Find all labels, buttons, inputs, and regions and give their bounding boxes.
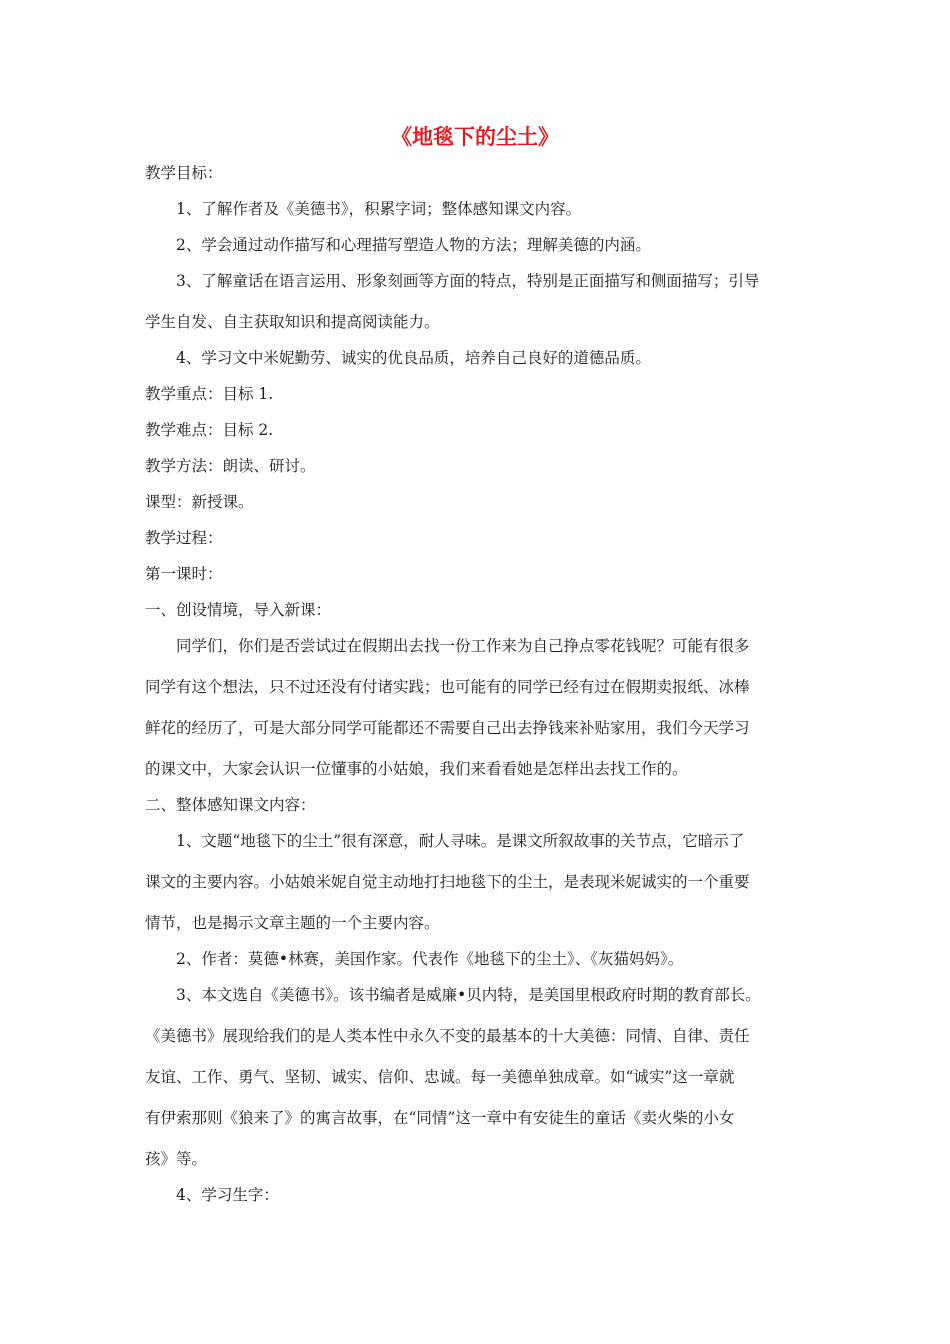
text-line-item-4: 4、学习生字：: [176, 1186, 279, 1204]
text-line-item-2: 2、作者：莫德•林赛，美国作家。代表作《地毯下的尘土》、《灰猫妈妈》。: [176, 950, 684, 968]
text-line-intro-2: 同学有这个想法，只不过还没有付诸实践；也可能有的同学已经有过在假期卖报纸、冰棒: [145, 678, 750, 696]
section-heading-2: 二、整体感知课文内容：: [145, 796, 316, 814]
text-line-lesson-type: 课型：新授课。: [145, 493, 254, 511]
text-line-method: 教学方法：朗读、研讨。: [145, 457, 316, 475]
text-line-process: 教学过程：: [145, 529, 223, 547]
text-line-goal-3-cont: 学生自发、自主获取知识和提高阅读能力。: [145, 313, 440, 331]
text-line-difficulty: 教学难点：目标 2.: [145, 421, 274, 439]
text-line-item-3-cont-1: 《美德书》展现给我们的是人类本性中永久不变的最基本的十大美德：同情、自律、责任: [145, 1027, 750, 1045]
text-line-item-1-cont-2: 情节，也是揭示文章主题的一个主要内容。: [145, 914, 440, 932]
text-line-teaching-goals: 教学目标：: [145, 164, 223, 182]
text-line-goal-1: 1、了解作者及《美德书》，积累字词；整体感知课文内容。: [176, 200, 582, 218]
text-line-goal-3: 3、了解童话在语言运用、形象刻画等方面的特点，特别是正面描写和侧面描写；引导: [176, 272, 760, 290]
text-line-item-3-cont-3: 有伊索那则《狼来了》的寓言故事，在“同情”这一章中有安徒生的童话《卖火柴的小女: [145, 1109, 735, 1127]
text-line-goal-4: 4、学习文中米妮勤劳、诚实的优良品质，培养自己良好的道德品质。: [176, 349, 651, 367]
text-line-key-point: 教学重点：目标 1.: [145, 385, 274, 403]
text-line-item-1-cont-1: 课文的主要内容。小姑娘米妮自觉主动地打扫地毯下的尘土，是表现米妮诚实的一个重要: [145, 873, 750, 891]
text-line-intro-3: 鲜花的经历了，可是大部分同学可能都还不需要自己出去挣钱来补贴家用，我们今天学习: [145, 719, 750, 737]
section-heading-1: 一、创设情境，导入新课：: [145, 601, 332, 619]
text-line-intro-4: 的课文中，大家会认识一位懂事的小姑娘，我们来看看她是怎样出去找工作的。: [145, 760, 688, 778]
document-title: 《地毯下的尘土》: [391, 125, 559, 149]
text-line-intro-1: 同学们，你们是否尝试过在假期出去找一份工作来为自己挣点零花钱呢？可能有很多: [176, 637, 750, 655]
text-line-first-period: 第一课时：: [145, 565, 223, 583]
text-line-item-1: 1、文题“地毯下的尘土”很有深意，耐人寻味。是课文所叙故事的关节点，它暗示了: [176, 832, 745, 850]
text-line-item-3-cont-4: 孩》等。: [145, 1150, 208, 1168]
text-line-item-3-cont-2: 友谊、工作、勇气、坚韧、诚实、信仰、忠诚。每一美德单独成章。如“诚实”这一章就: [145, 1068, 735, 1086]
text-line-item-3: 3、本文选自《美德书》。该书编者是威廉•贝内特，是美国里根政府时期的教育部长。: [176, 986, 761, 1004]
text-line-goal-2: 2、学会通过动作描写和心理描写塑造人物的方法；理解美德的内涵。: [176, 236, 651, 254]
